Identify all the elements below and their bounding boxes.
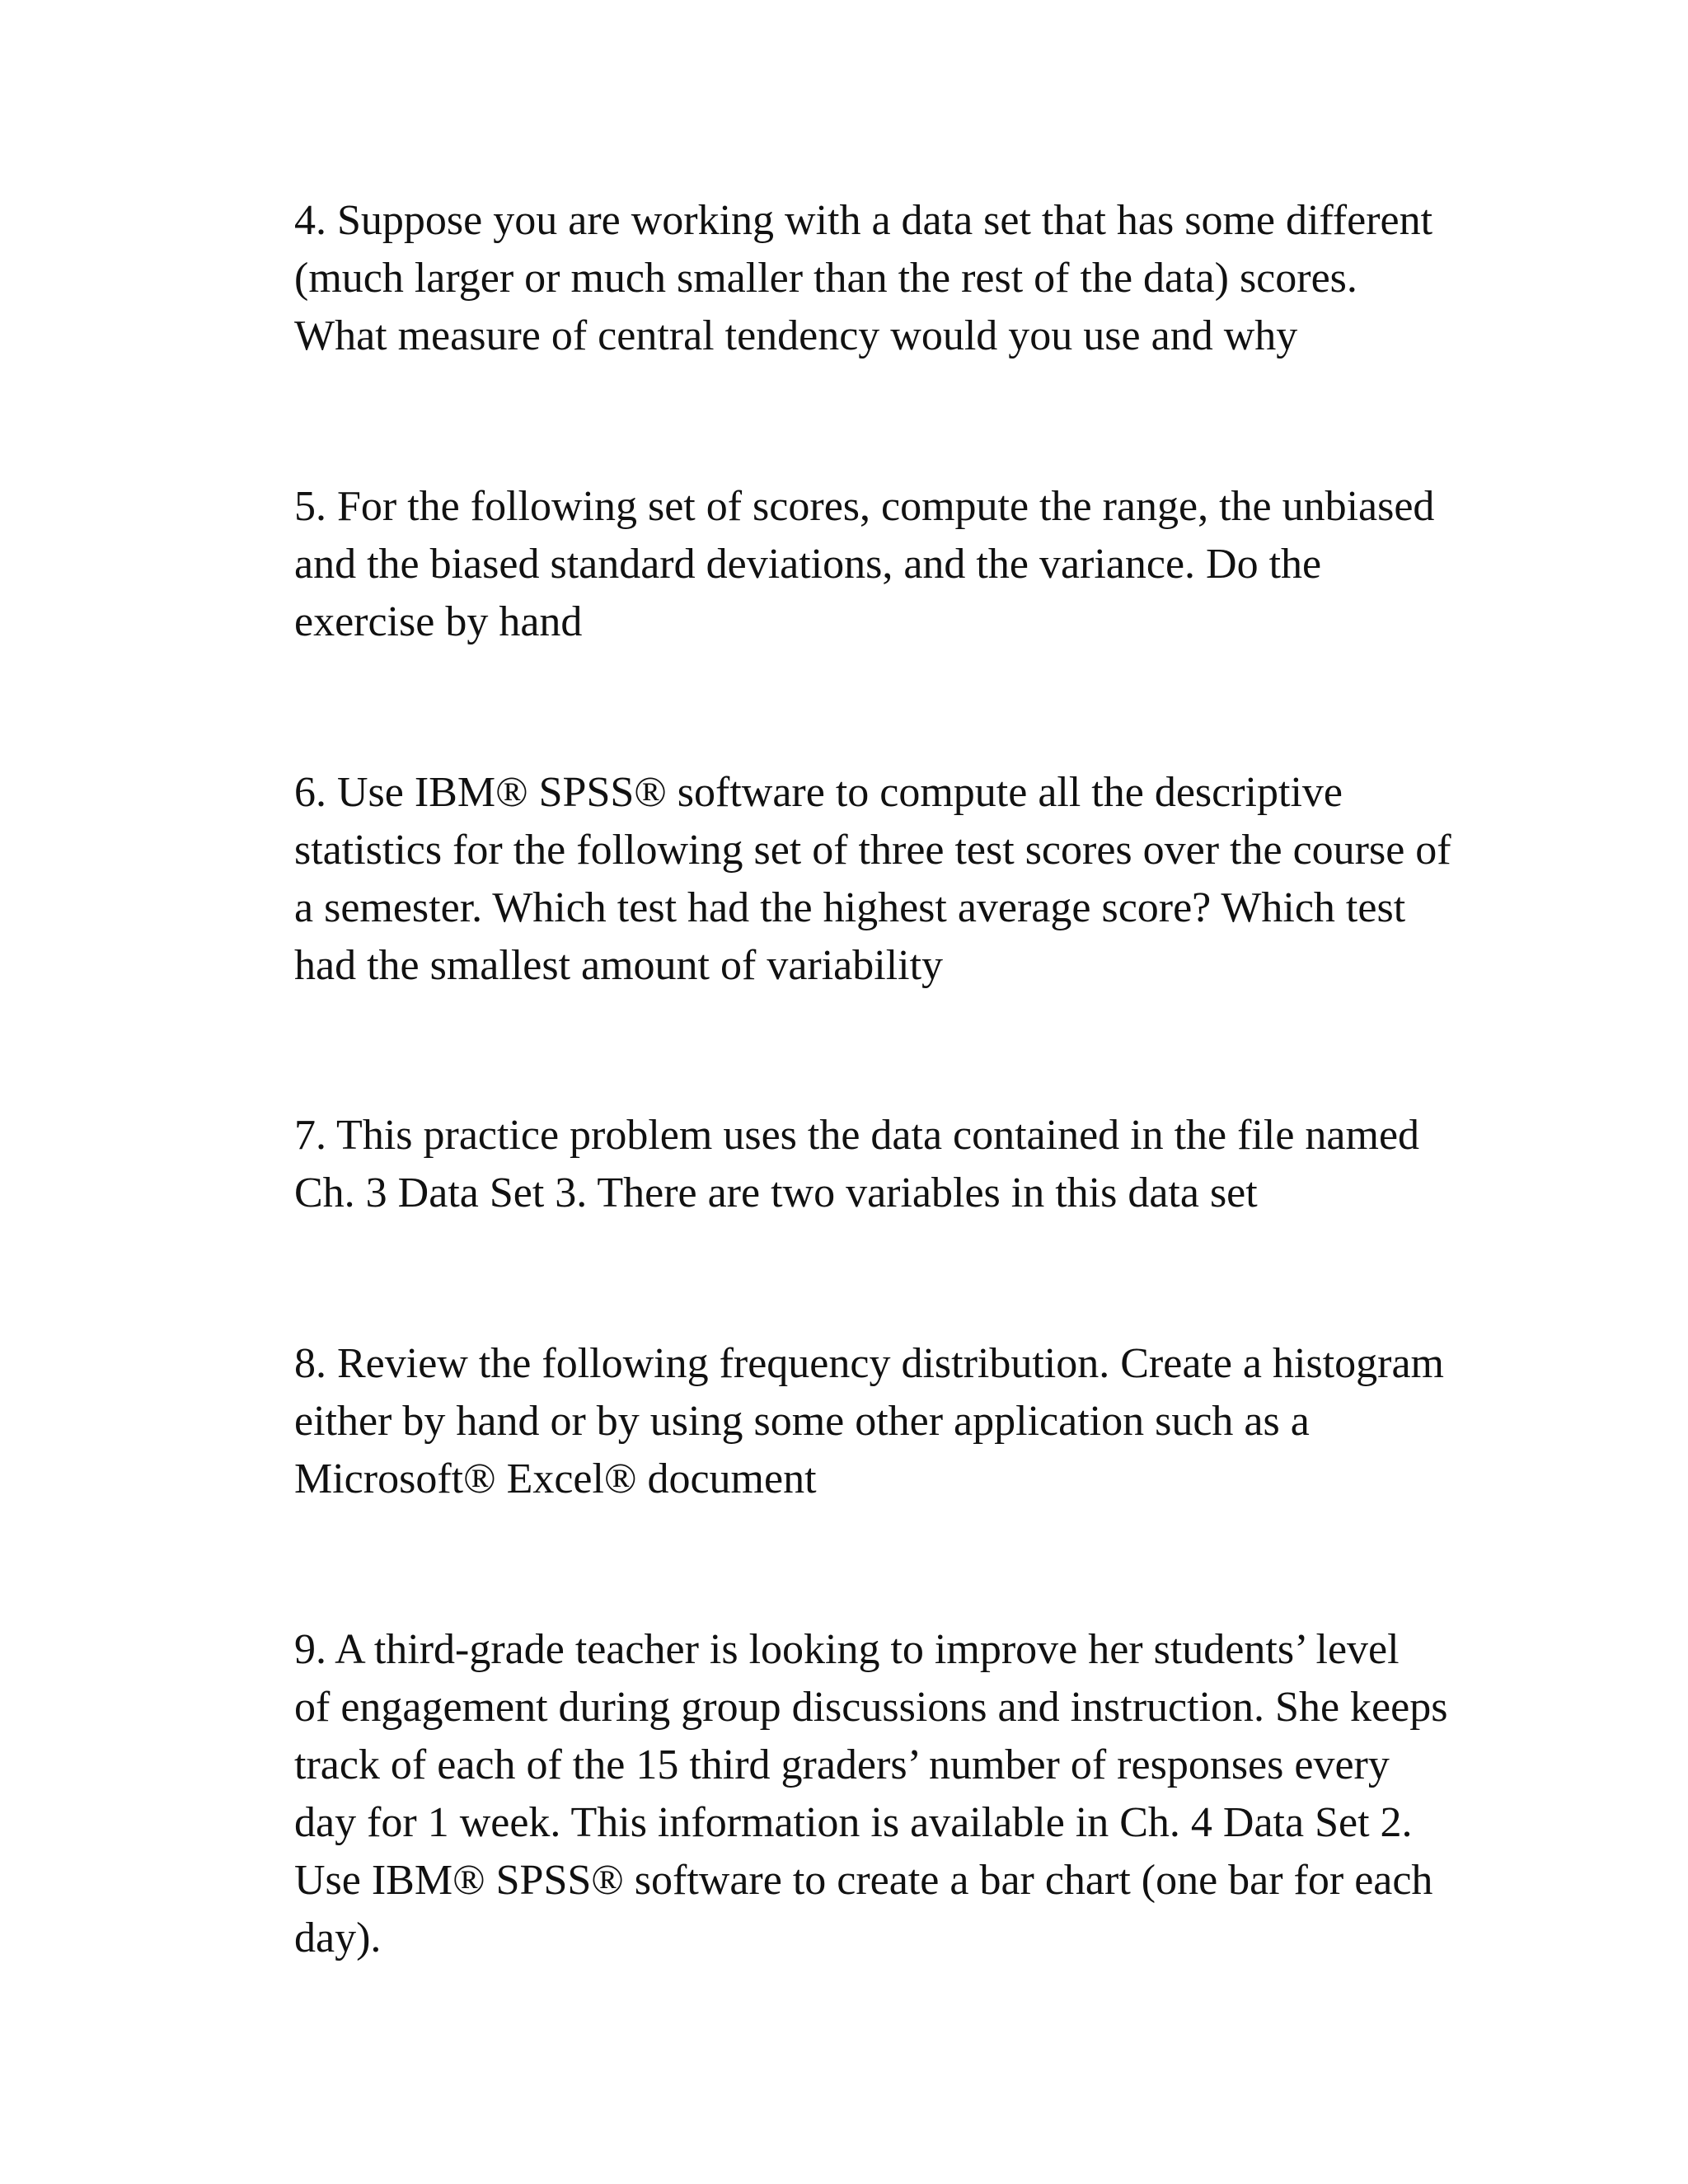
question-9-line-5: Use IBM® SPSS® software to create a bar chart (one bar for each — [294, 1857, 1433, 1904]
question-9-line-1: 9. A third-grade teacher is looking to improve her students’ level — [294, 1626, 1400, 1673]
question-9 — [294, 1621, 1498, 1967]
question-6-line-1: 6. Use IBM® SPSS® software to compute all the descriptive — [294, 769, 1343, 816]
question-4-line-1: 4. Suppose you are working with a data set that has some different — [294, 197, 1433, 244]
question-7-line-1: 7. This practice problem uses the data contained in the file named — [294, 1112, 1420, 1159]
question-6 — [294, 764, 1498, 995]
question-9-line-2: of engagement during group discussions and instruction. She keeps — [294, 1684, 1448, 1731]
question-6-line-4: had the smallest amount of variability — [294, 942, 944, 989]
question-4-line-3: What measure of central tendency would you use and why — [294, 312, 1298, 359]
question-8-line-2: either by hand or by using some other application such as a — [294, 1398, 1310, 1445]
question-4 — [294, 192, 1498, 365]
question-4-line-2: (much larger or much smaller than the rest of the data) scores. — [294, 255, 1357, 302]
question-7 — [294, 1107, 1498, 1222]
question-5 — [294, 478, 1498, 651]
question-6-line-3: a semester. Which test had the highest average score? Which test — [294, 884, 1406, 931]
question-7-line-2: Ch. 3 Data Set 3. There are two variables in this data set — [294, 1169, 1258, 1216]
question-8-line-3: Microsoft® Excel® document — [294, 1455, 817, 1502]
question-9-line-3: track of each of the 15 third graders’ number of responses every — [294, 1741, 1390, 1788]
question-5-line-1: 5. For the following set of scores, compute the range, the unbiased — [294, 483, 1435, 530]
question-9-line-4: day for 1 week. This information is available in Ch. 4 Data Set 2. — [294, 1799, 1413, 1846]
question-6-line-2: statistics for the following set of three test scores over the course of — [294, 827, 1451, 874]
question-5-line-2: and the biased standard deviations, and the variance. Do the — [294, 541, 1322, 588]
question-8-line-1: 8. Review the following frequency distribution. Create a histogram — [294, 1340, 1444, 1387]
question-8 — [294, 1335, 1498, 1508]
question-5-line-3: exercise by hand — [294, 598, 583, 645]
question-9-line-6: day). — [294, 1915, 382, 1961]
